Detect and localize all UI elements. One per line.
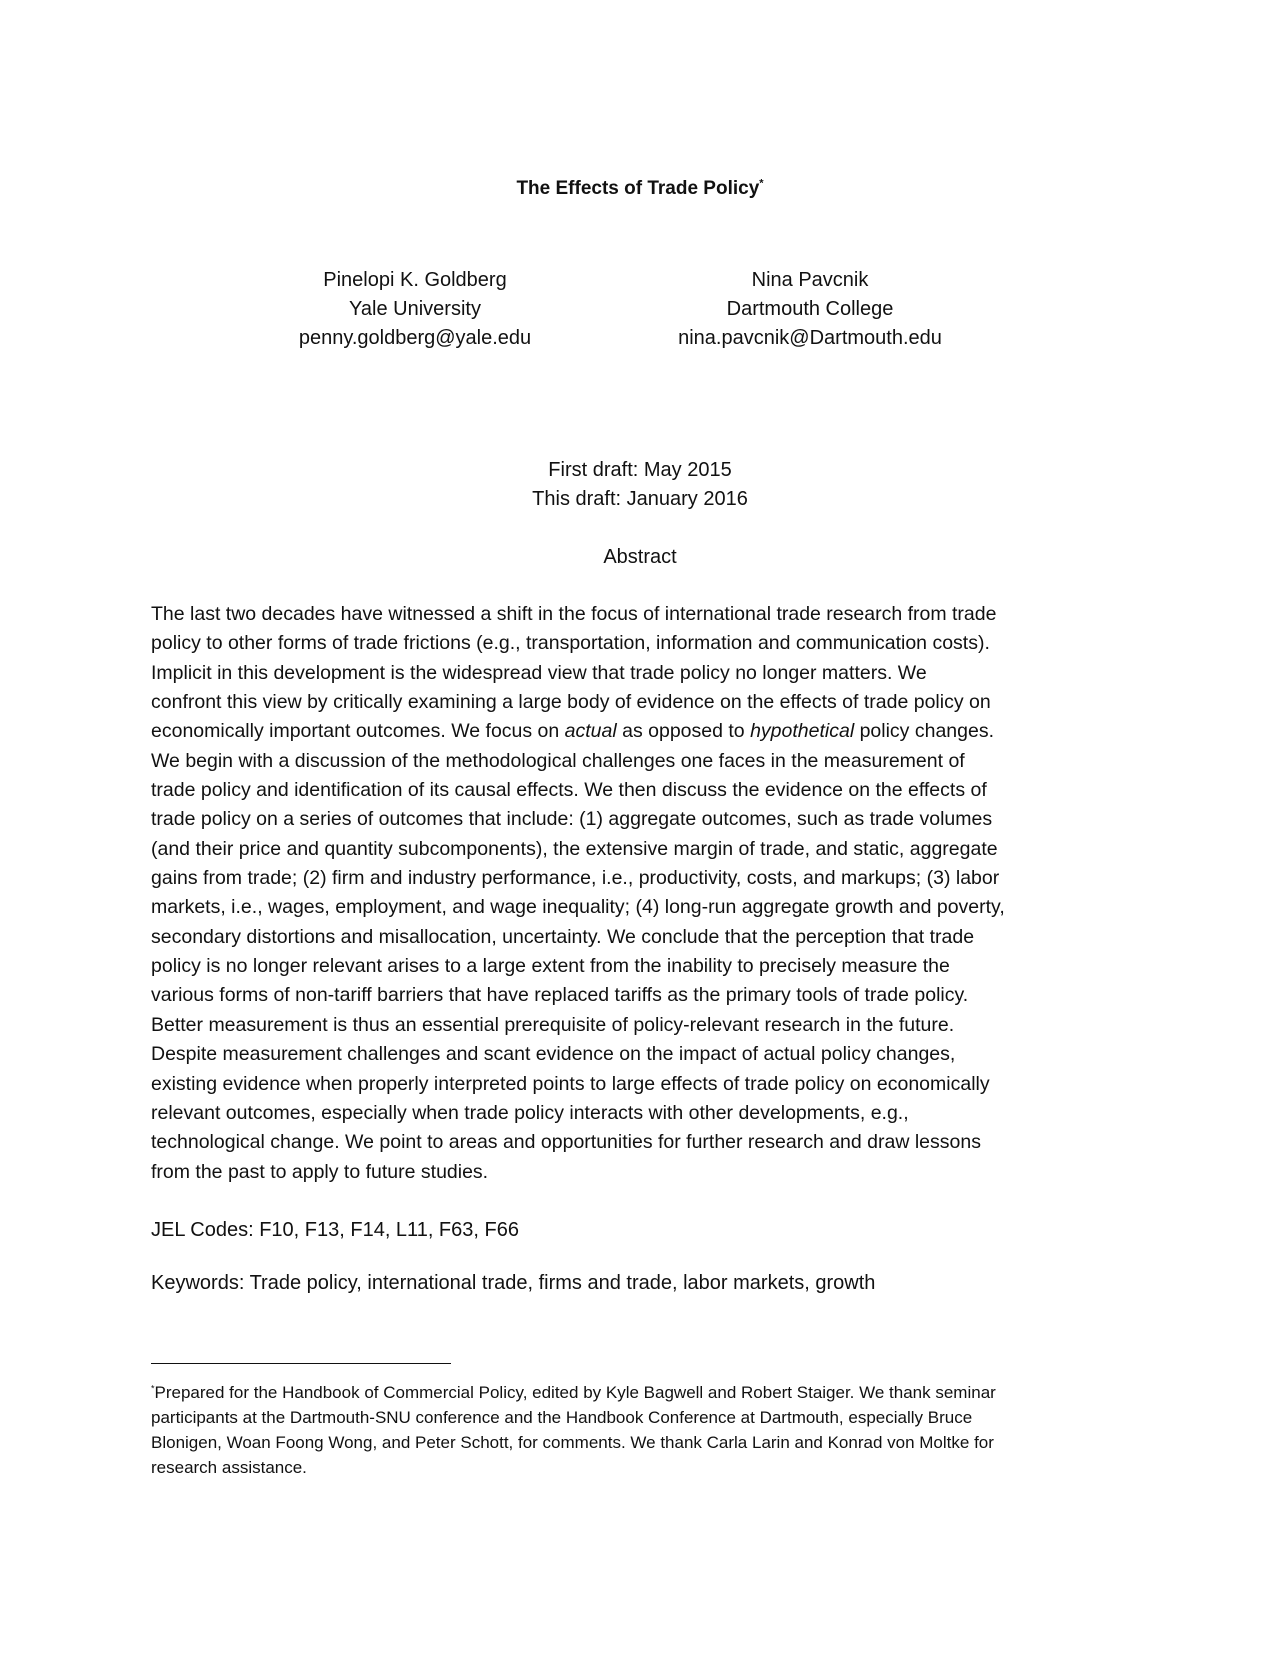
author-goldberg (265, 266, 565, 353)
author-pavcnik (660, 266, 960, 353)
footnote-line: Blonigen, Woan Foong Wong, and Peter Schott, for comments. We thank Carla Larin and Konrad von Moltke for (151, 1433, 994, 1452)
abstract-line: various forms of non-tariff barriers that have replaced tariffs as the primary tools of trade policy. (151, 984, 969, 1007)
abstract-line: technological change. We point to areas and opportunities for further research and draw lessons (151, 1131, 981, 1154)
author-email: nina.pavcnik@Dartmouth.edu (678, 327, 942, 349)
draft-dates (0, 456, 1280, 514)
author-name: Nina Pavcnik (751, 269, 869, 291)
footnote-divider (151, 1363, 451, 1364)
abstract-line: trade policy and identification of its causal effects. We then discuss the evidence on the effects of (151, 779, 987, 802)
abstract-line: The last two decades have witnessed a shift in the focus of international trade research from trade (151, 603, 997, 625)
paper-title (0, 178, 1280, 200)
abstract-line: Implicit in this development is the widespread view that trade policy no longer matters. We (151, 661, 927, 684)
abstract-line: gains from trade; (2) firm and industry performance, i.e., productivity, costs, and markups; (3) labor (151, 867, 1000, 890)
author-name: Pinelopi K. Goldberg (323, 269, 507, 291)
abstract-heading: Abstract (603, 546, 677, 568)
jel-codes: JEL Codes: F10, F13, F14, L11, F63, F66 (151, 1219, 519, 1241)
abstract-segment: economically important outcomes. We focus on (151, 720, 565, 743)
abstract-line: markets, i.e., wages, employment, and wage inequality; (4) long-run aggregate growth and poverty, (151, 896, 1005, 919)
footnote-marker: * (151, 1383, 155, 1394)
abstract-line: We begin with a discussion of the methodological challenges one faces in the measurement of (151, 749, 965, 772)
abstract-line-with-italics (151, 717, 1141, 746)
footnote (151, 1380, 1151, 1480)
abstract-italic-actual: actual (564, 720, 617, 743)
this-draft-date: This draft: January 2016 (532, 488, 748, 510)
footnote-text: Prepared for the Handbook of Commercial Policy, edited by Kyle Bagwell and Robert Staiger. We thank seminar (154, 1383, 996, 1402)
first-draft-date: First draft: May 2015 (548, 459, 732, 481)
abstract-line: confront this view by critically examining a large body of evidence on the effects of trade policy on (151, 691, 991, 714)
abstract-line: (and their price and quantity subcomponents), the extensive margin of trade, and static, aggregate (151, 837, 998, 860)
abstract-italic-hypothetical: hypothetical (750, 720, 855, 743)
abstract-line: Despite measurement challenges and scant evidence on the impact of actual policy changes, (151, 1043, 956, 1066)
abstract-line: Better measurement is thus an essential prerequisite of policy-relevant research in the future. (151, 1013, 955, 1036)
abstract-line: relevant outcomes, especially when trade policy interacts with other developments, e.g., (151, 1101, 909, 1124)
abstract-line: from the past to apply to future studies. (151, 1160, 489, 1183)
footnote-line (151, 1380, 1151, 1405)
abstract-line: policy is no longer relevant arises to a large extent from the inability to precisely measure the (151, 955, 950, 978)
title-footnote-marker: * (759, 177, 764, 190)
abstract-line: existing evidence when properly interpreted points to large effects of trade policy on economically (151, 1072, 990, 1095)
abstract-segment: policy changes. (854, 720, 994, 743)
footnote-line: participants at the Dartmouth-SNU conference and the Handbook Conference at Dartmouth, especially Bruce (151, 1408, 973, 1427)
keywords: Keywords: Trade policy, international trade, firms and trade, labor markets, growth (151, 1272, 876, 1294)
abstract-segment: as opposed to (616, 720, 751, 743)
author-affiliation: Dartmouth College (726, 298, 894, 320)
abstract-body (151, 600, 1141, 1187)
paper-title-text: The Effects of Trade Policy (516, 178, 760, 199)
abstract-line: policy to other forms of trade frictions (e.g., transportation, information and communication costs). (151, 632, 990, 655)
abstract-line: secondary distortions and misallocation, uncertainty. We conclude that the perception that trade (151, 925, 975, 948)
author-affiliation: Yale University (349, 298, 481, 320)
abstract-line: trade policy on a series of outcomes that include: (1) aggregate outcomes, such as trade volumes (151, 808, 993, 831)
author-email: penny.goldberg@yale.edu (298, 327, 532, 349)
footnote-line: research assistance. (151, 1458, 307, 1477)
